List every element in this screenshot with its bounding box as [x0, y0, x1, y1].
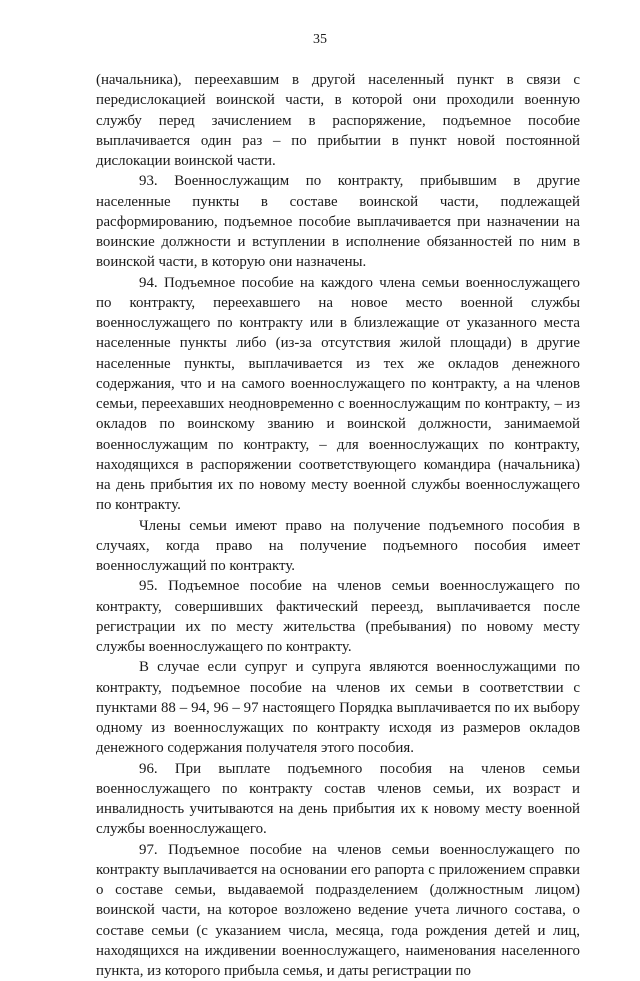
paragraph-96: 96. При выплате подъемного пособия на членов семьи военнослужащего по контракту состав членов семьи, их возраст и инвалидность учитываются на день прибытия их к новому месту военной службы военнослужащего.: [96, 759, 580, 840]
paragraph-family-rights: Члены семьи имеют право на получение подъемного пособия в случаях, когда право на получение подъемного пособия имеет военнослужащий по контракту.: [96, 516, 580, 577]
page-number: 35: [0, 32, 640, 48]
document-body: [96, 70, 580, 981]
paragraph-spouses: В случае если супруг и супруга являются военнослужащими по контракту, подъемное пособие на членов их семьи в соответствии с пунктами 88 – 94, 96 – 97 настоящего Порядка выплачивается по их выбору одному из военнослужащих по контракту исходя из размеров окладов денежного содержания получателя этого пособия.: [96, 657, 580, 758]
paragraph-93: 93. Военнослужащим по контракту, прибывшим в другие населенные пункты в составе воинской части, подлежащей расформированию, подъемное пособие выплачивается при назначении на воинские должности и вступлении в исполнение обязанностей по ним в воинской части, в которую они назначены.: [96, 171, 580, 272]
paragraph-95: 95. Подъемное пособие на членов семьи военнослужащего по контракту, совершивших фактический переезд, выплачивается после регистрации их по месту жительства (пребывания) по новому месту службы военнослужащего по контракту.: [96, 576, 580, 657]
paragraph-continuation: (начальника), переехавшим в другой населенный пункт в связи с передислокацией воинской части, в которой они проходили военную службу перед зачислением в распоряжение, подъемное пособие выплачивается один раз – по прибытии в пункт новой постоянной дислокации воинской части.: [96, 70, 580, 171]
paragraph-94: 94. Подъемное пособие на каждого члена семьи военнослужащего по контракту, переехавшего на новое место военной службы военнослужащего по контракту или в близлежащие от указанного места населенные пункты либо (из-за отсутствия жилой площади) в другие населенные пункты, выплачивается из тех же окладов денежного содержания, что и на самого военнослужащего по контракту, а на членов семьи, переехавших неодновременно с военнослужащим по контракту, – из окладов по воинскому званию и воинской должности, занимаемой военнослужащим по контракту, – для военнослужащих по контракту, находящихся в распоряжении соответствующего командира (начальника) на день прибытия их по новому месту военной службы военнослужащего по контракту.: [96, 273, 580, 516]
paragraph-97: 97. Подъемное пособие на членов семьи военнослужащего по контракту выплачивается на основании его рапорта с приложением справки о составе семьи, выдаваемой подразделением (должностным лицом) воинской части, на которое возложено ведение учета личного состава, о составе семьи (с указанием числа, месяца, года рождения детей и лиц, находящихся на иждивении военнослужащего, наименования населенного пункта, из которого прибыла семья, и даты регистрации по: [96, 840, 580, 981]
